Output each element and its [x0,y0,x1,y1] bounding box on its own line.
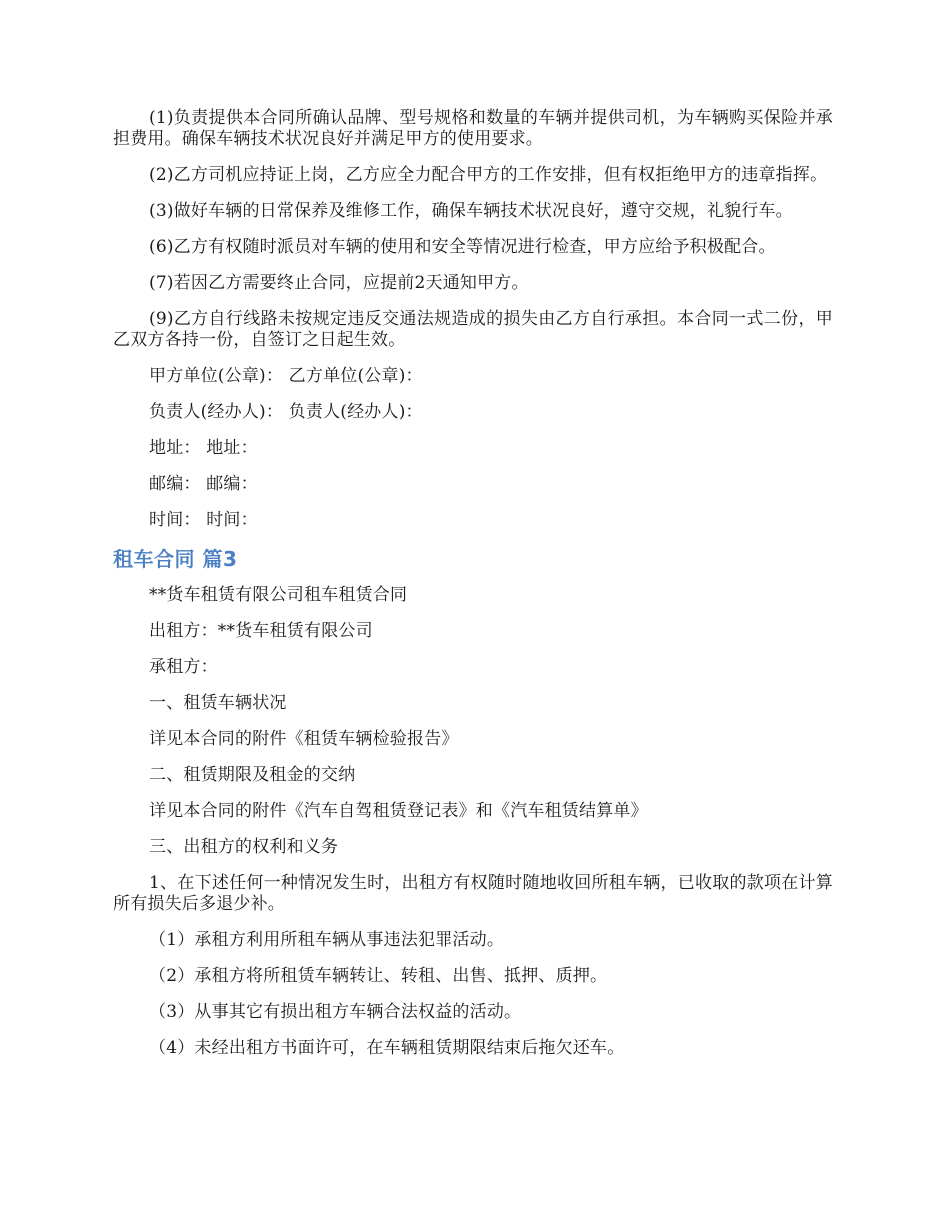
article-paragraph: 1、在下述任何一种情况发生时，出租方有权随时随地收回所租车辆，已收取的款项在计算所有损失后多退少补。 [113,873,833,914]
lessee-line: 承租方： [149,657,218,677]
signature-line: 甲方单位(公章)： 乙方单位(公章)： [149,366,423,386]
signature-line: 时间： 时间： [149,510,258,530]
clause-paragraph: (3)做好车辆的日常保养及维修工作，确保车辆技术状况良好，遵守交规，礼貌行车。 [149,201,793,221]
signature-line: 邮编： 邮编： [149,474,258,494]
signature-line: 地址： 地址： [149,438,258,458]
article-heading: 二、租赁期限及租金的交纳 [149,765,356,785]
signature-line: 负责人(经办人)： 负责人(经办人)： [149,402,423,422]
clause-paragraph: (6)乙方有权随时派员对车辆的使用和安全等情况进行检查，甲方应给予积极配合。 [149,237,776,257]
clause-paragraph: (9)乙方自行线路未按规定违反交通法规造成的损失由乙方自行承担。本合同一式二份，甲乙双方各持一份，自签订之日起生效。 [113,309,833,350]
contract-title: **货车租赁有限公司租车租赁合同 [149,585,408,605]
article-paragraph: 详见本合同的附件《租赁车辆检验报告》 [149,729,459,749]
article-heading: 三、出租方的权利和义务 [149,837,339,857]
clause-paragraph: (2)乙方司机应持证上岗，乙方应全力配合甲方的工作安排，但有权拒绝甲方的违章指挥。 [149,165,828,185]
clause-paragraph: (1)负责提供本合同所确认品牌、型号规格和数量的车辆并提供司机，为车辆购买保险并承担费用。确保车辆技术状况良好并满足甲方的使用要求。 [113,108,833,149]
clause-paragraph: (7)若因乙方需要终止合同，应提前2天通知甲方。 [149,273,529,293]
list-item: （1）承租方利用所租车辆从事违法犯罪活动。 [149,930,505,950]
section-heading: 租车合同 篇3 [113,547,238,571]
article-paragraph: 详见本合同的附件《汽车自驾租赁登记表》和《汽车租赁结算单》 [149,801,648,821]
lessor-line: 出租方：**货车租赁有限公司 [149,621,373,641]
list-item: （2）承租方将所租赁车辆转让、转租、出售、抵押、质押。 [149,966,608,986]
article-heading: 一、租赁车辆状况 [149,693,287,713]
list-item: （3）从事其它有损出租方车辆合法权益的活动。 [149,1002,522,1022]
list-item: （4）未经出租方书面许可，在车辆租赁期限结束后拖欠还车。 [149,1038,625,1058]
document-page [113,108,833,1074]
